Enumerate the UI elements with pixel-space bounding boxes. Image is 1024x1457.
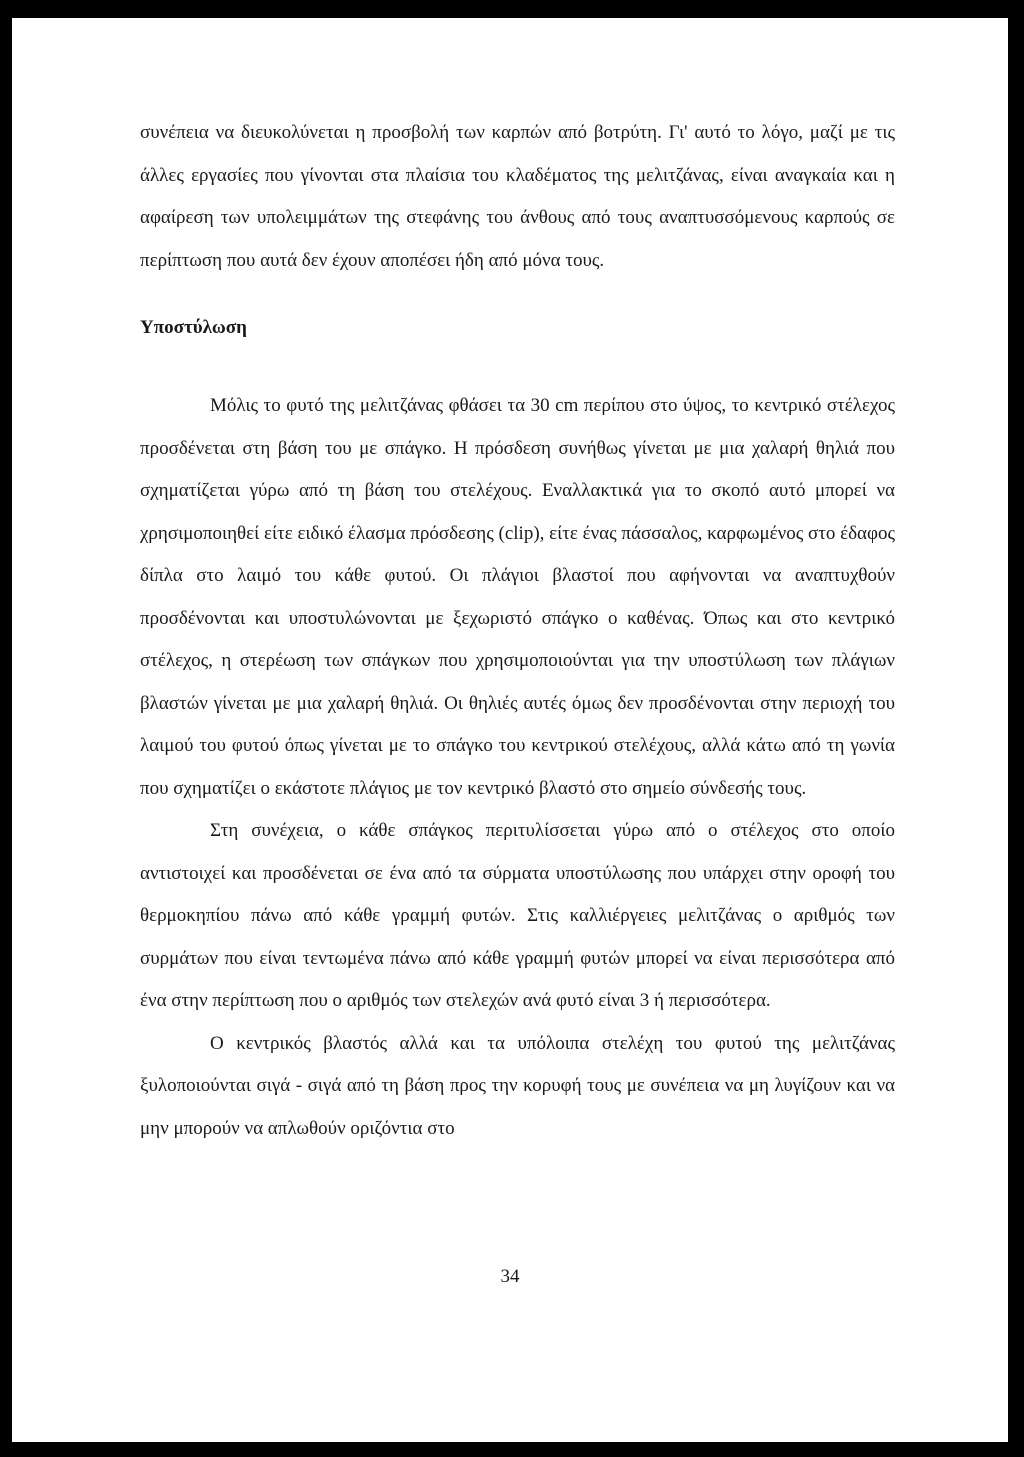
document-body xyxy=(140,112,895,1150)
intro-paragraph: συνέπεια να διευκολύνεται η προσβολή των καρπών από βοτρύτη. Γι' αυτό το λόγο, μαζί με τις άλλες εργασίες που γίνονται στα πλαίσια του κλαδέματος της μελιτζάνας, είναι αναγκαία και η αφαίρεση των υπολειμμάτων της στεφάνης του άνθους από τους αναπτυσσόμενους καρπούς σε περίπτωση που αυτά δεν έχουν αποπέσει ήδη από μόνα τους. xyxy=(140,122,895,271)
body-paragraph-1: Μόλις το φυτό της μελιτζάνας φθάσει τα 30 cm περίπου στο ύψος, το κεντρικό στέλεχος προσδένεται στη βάση του με σπάγκο. Η πρόσδεση συνήθως γίνεται με μια χαλαρή θηλιά που σχηματίζεται γύρω από τη βάση του στελέχους. Εναλλακτικά για το σκοπό αυτό μπορεί να χρησιμοποιηθεί είτε ειδικό έλασμα πρόσδεσης (clip), είτε ένας πάσσαλος, καρφωμένος στο έδαφος δίπλα στο λαιμό του κάθε φυτού. Οι πλάγιοι βλαστοί που αφήνονται να αναπτυχθούν προσδένονται και υποστυλώνονται με ξεχωριστό σπάγκο ο καθένας. Όπως και στο κεντρικό στέλεχος, η στερέωση των σπάγκων που χρησιμοποιούνται για την υποστύλωση των πλάγιων βλαστών γίνεται με μια χαλαρή θηλιά. Οι θηλιές αυτές όμως δεν προσδένονται στην περιοχή του λαιμού του φυτού όπως γίνεται με το σπάγκο του κεντρικού στελέχους, αλλά κάτω από τη γωνία που σχηματίζει ο εκάστοτε πλάγιος με τον κεντρικό βλαστό στο σημείο σύνδεσής τους. xyxy=(140,395,895,799)
document-page xyxy=(12,18,1008,1442)
page-number: 34 xyxy=(500,1266,520,1287)
body-paragraph-3: Ο κεντρικός βλαστός αλλά και τα υπόλοιπα στελέχη του φυτού της μελιτζάνας ξυλοποιούνται σιγά - σιγά από τη βάση προς την κορυφή τους με συνέπεια να μη λυγίζουν και να μην μπορούν να απλωθούν οριζόντια στο xyxy=(140,1032,895,1139)
body-paragraph-2: Στη συνέχεια, ο κάθε σπάγκος περιτυλίσσεται γύρω από ο στέλεχος στο οποίο αντιστοιχεί και προσδένεται σε ένα από τα σύρματα υποστύλωσης που υπάρχει στην οροφή του θερμοκηπίου πάνω από κάθε γραμμή φυτών. Στις καλλιέργειες μελιτζάνας ο αριθμός των συρμάτων που είναι τεντωμένα πάνω από κάθε γραμμή φυτών μπορεί να είναι περισσότερα από ένα στην περίπτωση που ο αριθμός των στελεχών ανά φυτό είναι 3 ή περισσότερα. xyxy=(140,820,895,1011)
section-heading: Υποστύλωση xyxy=(140,317,247,338)
